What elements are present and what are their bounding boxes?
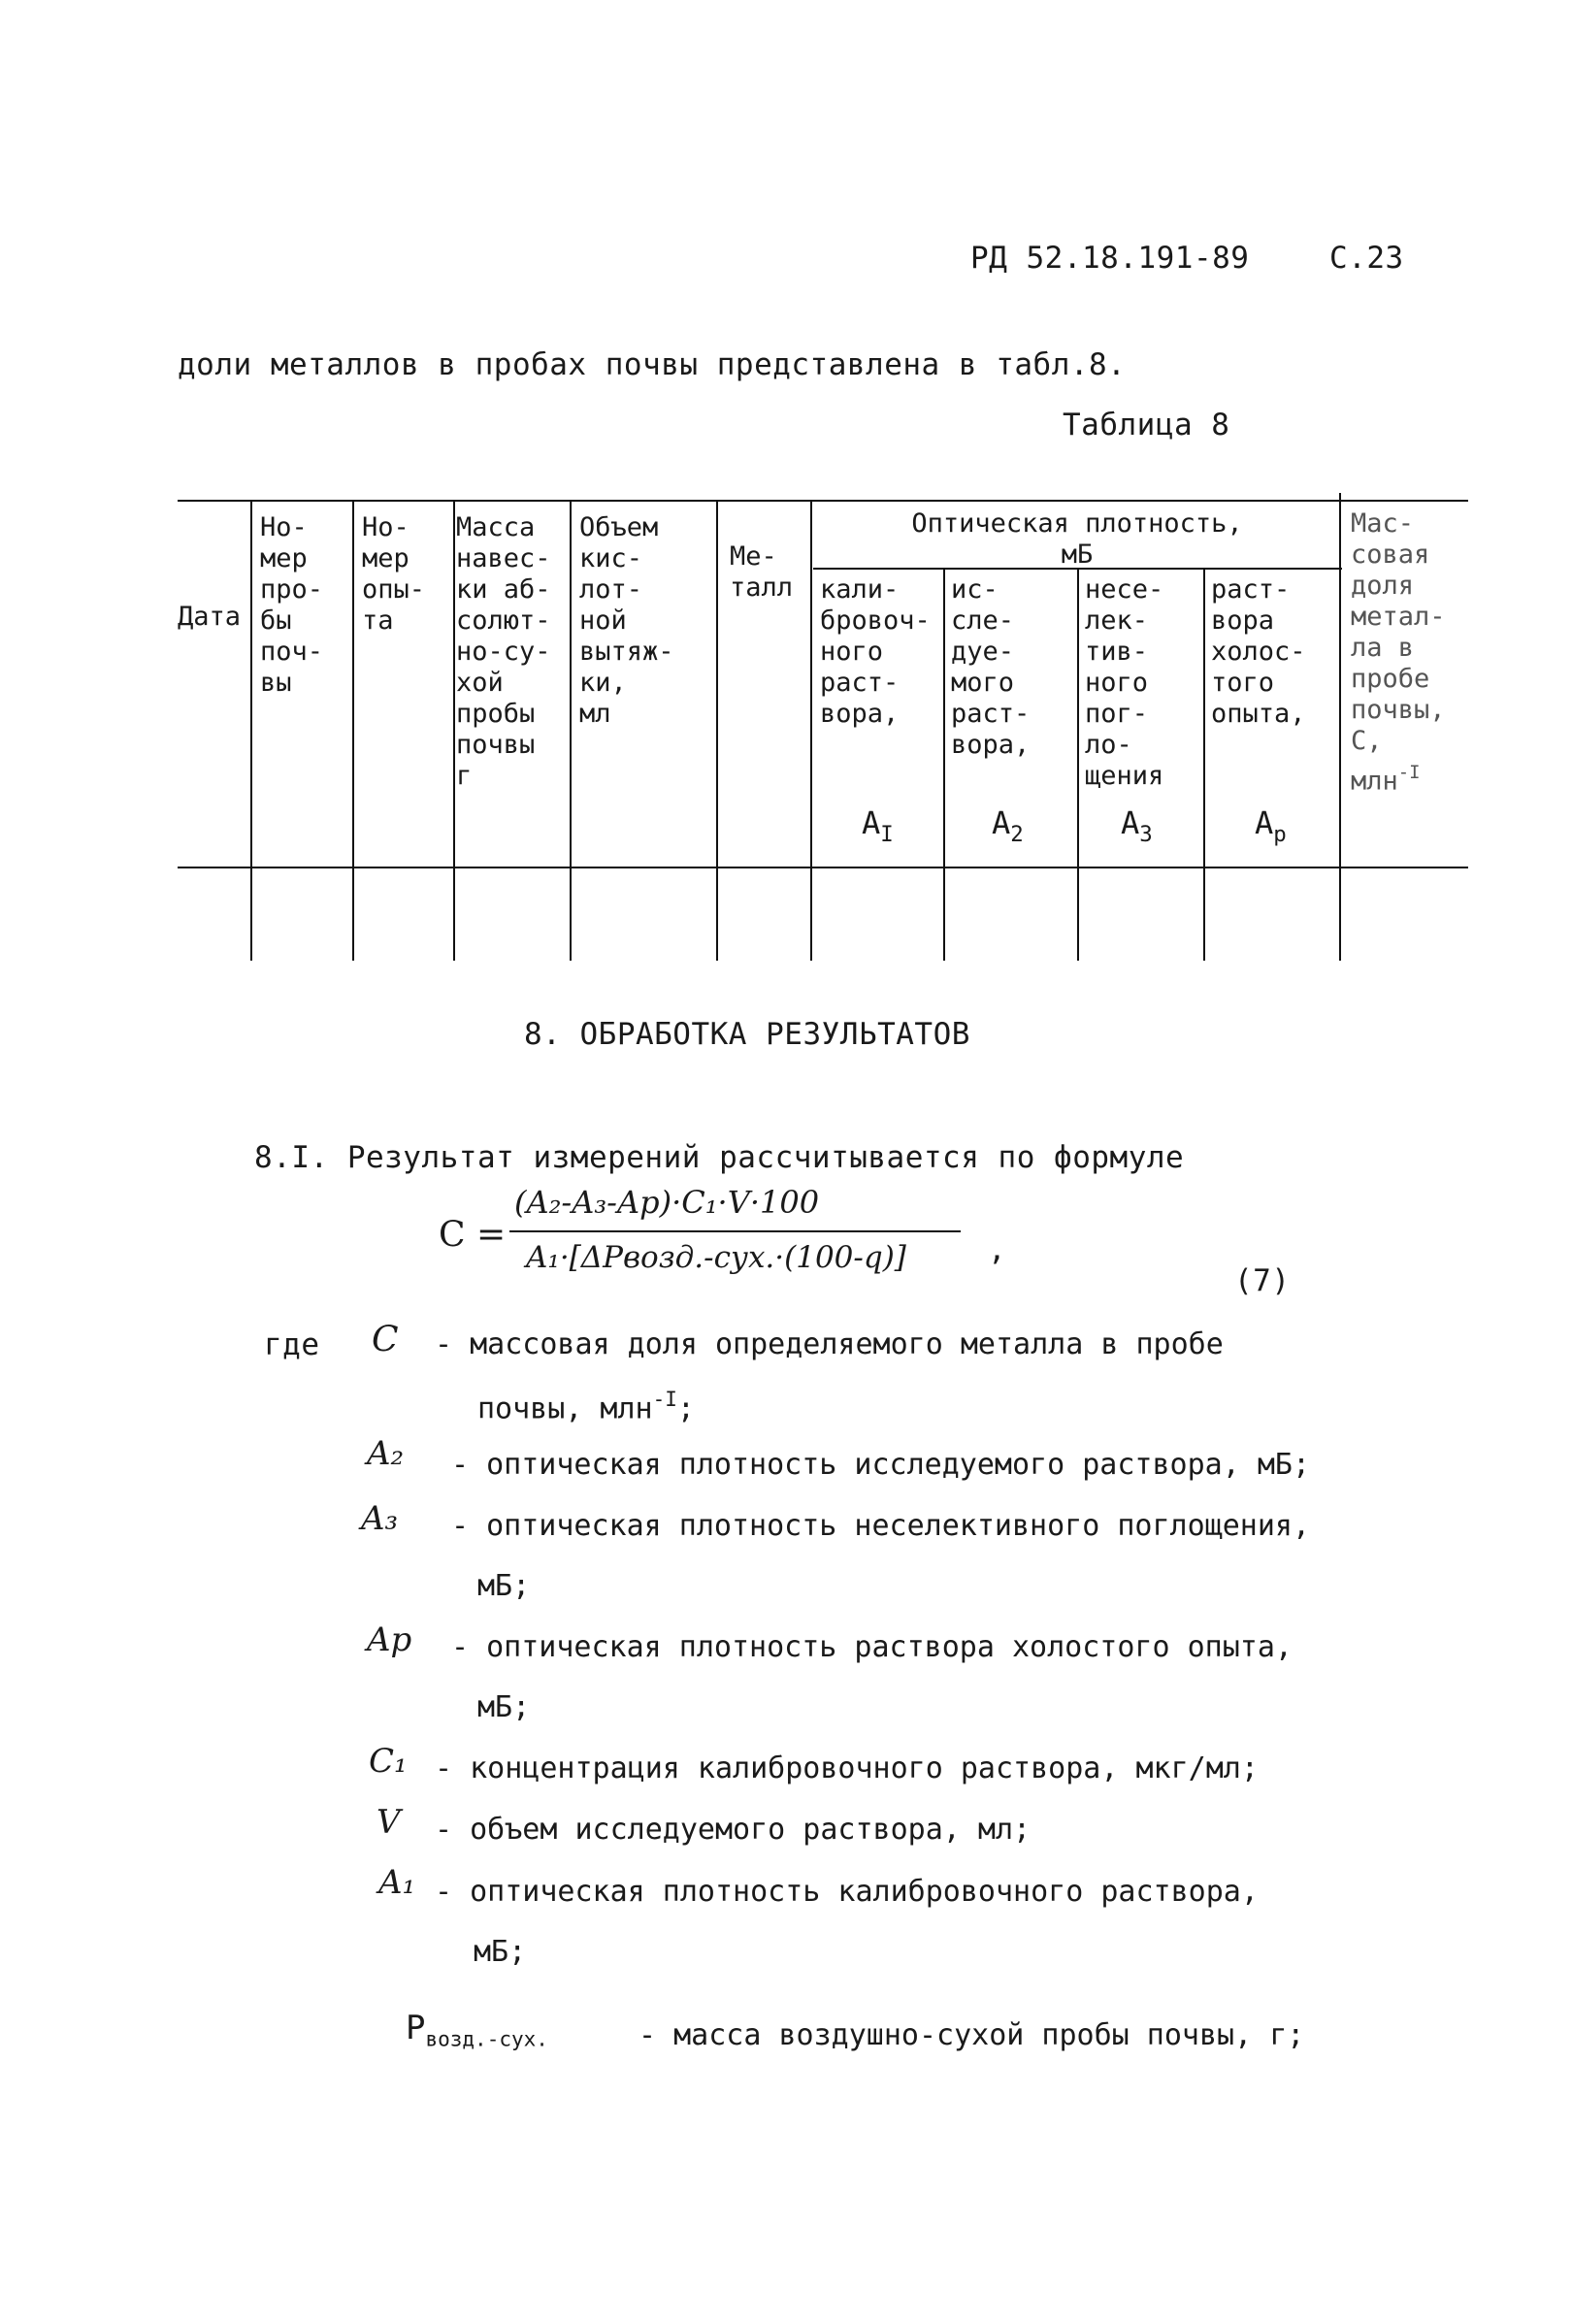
def-text: - массовая доля определяемого металла в пробе xyxy=(435,1327,1224,1361)
def-symbol: A₂ xyxy=(367,1434,405,1473)
formula-number: (7) xyxy=(1234,1263,1291,1298)
col-divider xyxy=(1077,568,1079,961)
def-text: - оптическая плотность калибровочного раствора, xyxy=(435,1875,1259,1909)
header-experiment-number: Но- мер опы- та xyxy=(362,512,426,636)
paragraph-8-1: 8.I. Результат измерений рассчитывается по формуле xyxy=(254,1140,1185,1175)
col-divider xyxy=(1203,568,1205,961)
section-title: 8. ОБРАБОТКА РЕЗУЛЬТАТОВ xyxy=(524,1017,970,1052)
header-extract-volume: Объем кис- лот- ной вытяж- ки, мл xyxy=(579,512,674,729)
table-top-rule xyxy=(178,500,1468,502)
col-divider xyxy=(810,500,812,961)
col-divider xyxy=(570,500,572,961)
def-symbol: С xyxy=(372,1320,399,1359)
symbol-ap: $A_р$ xyxy=(1255,804,1287,847)
def-text: - оптическая плотность неселективного поглощения, xyxy=(451,1509,1311,1543)
def-text: - оптическая плотность раствора холостого опыта, xyxy=(451,1630,1293,1664)
def-symbol: Aр xyxy=(367,1620,412,1659)
def-text-cont: почвы, млн$^{-I}$; xyxy=(477,1388,695,1426)
header-sample-number: Но- мер про- бы поч- вы xyxy=(260,512,324,698)
def-symbol: A₃ xyxy=(361,1499,399,1538)
formula-lhs: С = xyxy=(439,1215,507,1255)
page-number: С.23 xyxy=(1329,241,1404,276)
intro-text: доли металлов в пробах почвы представлена в табл.8. xyxy=(178,347,1127,382)
symbol-a3: $A_3$ xyxy=(1121,804,1153,847)
formula-numerator: (A₂-A₃-Aр)·C₁·V·100 xyxy=(514,1184,820,1221)
formula-comma: , xyxy=(988,1232,1007,1267)
header-nonselective-absorption: несе- лек- тив- ного пог- ло- щения xyxy=(1085,574,1164,791)
document-code: РД 52.18.191-89 xyxy=(970,241,1250,276)
def-symbol-pvozd: $P_{возд.-сух.}$ xyxy=(406,2009,548,2051)
def-text: - масса воздушно-сухой пробы почвы, г; xyxy=(639,2018,1305,2052)
formula-denominator: A₁·[ΔPвозд.-сух.·(100-q)] xyxy=(526,1240,906,1275)
symbol-a2: $A_2$ xyxy=(992,804,1024,847)
header-calibration-solution: кали- бровоч- ного раст- вора, xyxy=(820,574,931,729)
def-symbol: V xyxy=(377,1803,401,1842)
fraction-bar xyxy=(509,1230,961,1232)
col-divider xyxy=(716,500,718,961)
header-studied-solution: ис- сле- дуе- мого раст- вора, xyxy=(951,574,1031,760)
header-date: Дата xyxy=(178,602,242,632)
col-divider xyxy=(1339,493,1341,961)
header-mass-fraction: Мас- совая доля метал- ла в пробе почвы, С, млн$^{-I}$ xyxy=(1351,508,1446,797)
def-text-cont: мБ; xyxy=(474,1935,527,1969)
col-divider xyxy=(453,500,455,961)
table-caption: Таблица 8 xyxy=(1063,408,1230,442)
header-sample-mass: Масса навес- ки аб- солют- но-су- хой пробы почвы г xyxy=(456,512,551,791)
def-symbol: C₁ xyxy=(369,1742,408,1781)
where-label: где xyxy=(264,1327,320,1362)
def-text-cont: мБ; xyxy=(477,1690,531,1724)
def-text-cont: мБ; xyxy=(477,1569,531,1603)
def-text: - концентрация калибровочного раствора, мкг/мл; xyxy=(435,1751,1259,1785)
table-header-rule xyxy=(178,867,1468,868)
def-text: - объем исследуемого раствора, мл; xyxy=(435,1813,1032,1847)
symbol-a1: $A_I$ xyxy=(862,804,894,847)
header-metal: Ме- талл xyxy=(730,541,794,603)
header-optical-density: Оптическая плотность, мБ xyxy=(911,508,1243,570)
col-divider xyxy=(352,500,354,961)
col-divider xyxy=(250,500,252,961)
def-symbol: A₁ xyxy=(378,1863,416,1902)
def-text: - оптическая плотность исследуемого раствора, мБ; xyxy=(451,1448,1311,1482)
col-divider xyxy=(943,568,945,961)
header-blank-solution: раст- вора холос- того опыта, xyxy=(1211,574,1306,729)
